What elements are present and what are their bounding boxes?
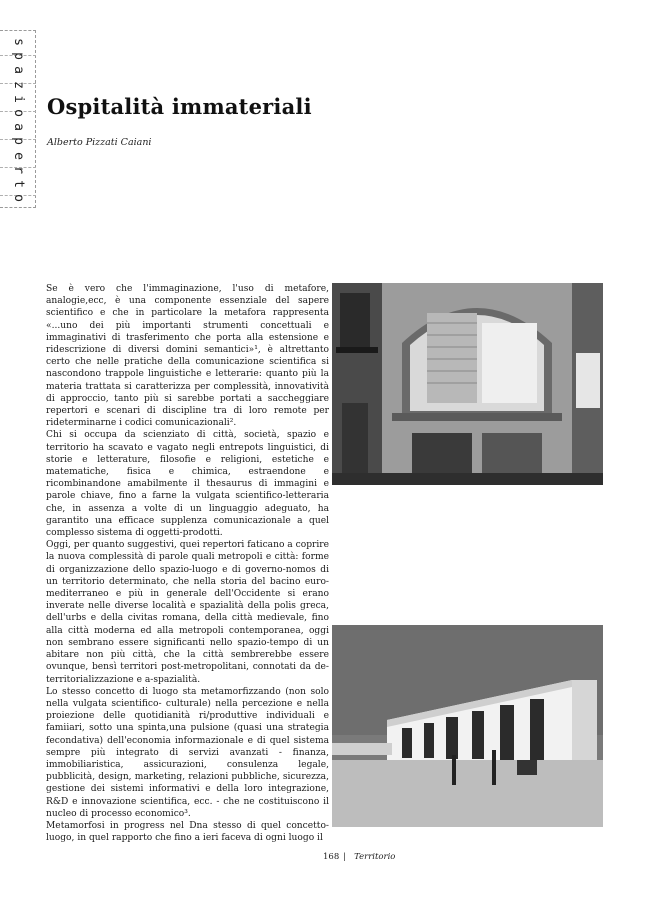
photo-seaside-building	[332, 625, 603, 827]
section-tag-letter: a	[11, 123, 27, 132]
section-tag-letter: t	[11, 180, 27, 188]
section-tag-letter: o	[11, 194, 27, 203]
footer-separator: |	[343, 852, 347, 862]
section-tag-letter: e	[11, 151, 27, 160]
page-footer	[323, 852, 395, 862]
section-tag-letter: p	[11, 52, 27, 61]
body-paragraph: Chi si occupa da scienziato di città, società, spazio e territorio ha scavato e vagato negli entrepots linguistici, di storie e letterature, filosofie e religioni, estetiche e matematiche, fisica e chimica, estraendone e ricombinandone amabilmente il thesaurus di immagini e parole chiave, fino a farne la vulgata scientifico-letteraria che, in assenza a volte di un linguaggio adeguato, ha garantito una efficace supplenza comunicazionale a quel complesso sistema di oggetti-prodotti.	[46, 430, 329, 539]
article-author: Alberto Pizzati Caiani	[47, 137, 152, 148]
section-tag-letter: a	[11, 66, 27, 75]
section-tag-letter: p	[11, 137, 27, 146]
photo-building-facade	[332, 283, 603, 485]
body-paragraph: Metamorfosi in progress nel Dna stesso di quel concetto-luogo, in quel rapporto che fino a ieri faceva di ogni luogo il	[46, 820, 329, 844]
section-tag-letter: o	[11, 109, 27, 117]
section-tag-letter: i	[11, 94, 27, 103]
article-title: Ospitalità immateriali	[47, 94, 312, 119]
publication-name: Territorio	[354, 852, 396, 862]
section-tag-letter: z	[11, 80, 27, 89]
body-paragraph: Lo stesso concetto di luogo sta metamorfizzando (non solo nella vulgata scientifico- culturale) nella percezione e nella proiezione delle quotidianità ri/produttive individuali e famiiari, sotto una spinta,una pulsione (quasi una strategia fecondativa) dell'economia informazionale e di quel sistema sempre più integrato di servizi avanzati - finanza, immobiliaristica, assicurazioni, consulenza legale, pubblicità, design, marketing, relazioni pubbliche, sicurezza, gestione dei sistemi informativi e della loro integrazione, R&D e innovazione scientifica, ecc. - che ne costituiscono il nucleo di processo economico³.	[46, 686, 329, 819]
body-paragraph: Oggi, per quanto suggestivi, quei repertori faticano a coprire la nuova complessità di parole quali metropoli e città: forme di organizzazione dello spazio-luogo e di governo-nomos di un territorio determinato, che nella storia del bacino euro-mediterraneo e più in generale dell'Occidente si erano inverate nelle diverse località e spazialità della polis greca, dell'urbs e della civitas romana, della città medievale, fino alla città moderna ed alla metropoli contemporanea, oggi non sembrano essere significanti nello spazio-tempo di un abitare non più città, che la città sembrerebbe essere ovunque, bensì territori post-metropolitani, connotati da de-territorializzazione e a-spazialità.	[46, 540, 329, 685]
page-number: 168	[323, 852, 340, 862]
article-body	[46, 283, 329, 844]
section-tag-letter: s	[11, 38, 27, 47]
section-tag-letter: r	[11, 165, 27, 174]
section-tag	[0, 30, 36, 208]
body-paragraph: Se è vero che l'immaginazione, l'uso di metafore, analogie,ecc, è una componente essenziale del sapere scientifico e che in particolare la metafora rappresenta «...uno dei più importanti strumenti concettuali e immaginativi di trasferimento che porta alla estensione e ridescrizione di diversi domini semantici»¹, è altrettanto certo che nelle pratiche della comunicazione scientifica si nascondono trappole linguistiche e letterarie: quanto più la materia trattata si caratterizza per complessità, innovatività di approccio, tanto più si sarebbe portati a saccheggiare repertori e scenari di discipline tra di loro remote per rideterminarne i codici comunicazionali².	[46, 284, 329, 429]
section-tag-letters	[8, 35, 28, 205]
